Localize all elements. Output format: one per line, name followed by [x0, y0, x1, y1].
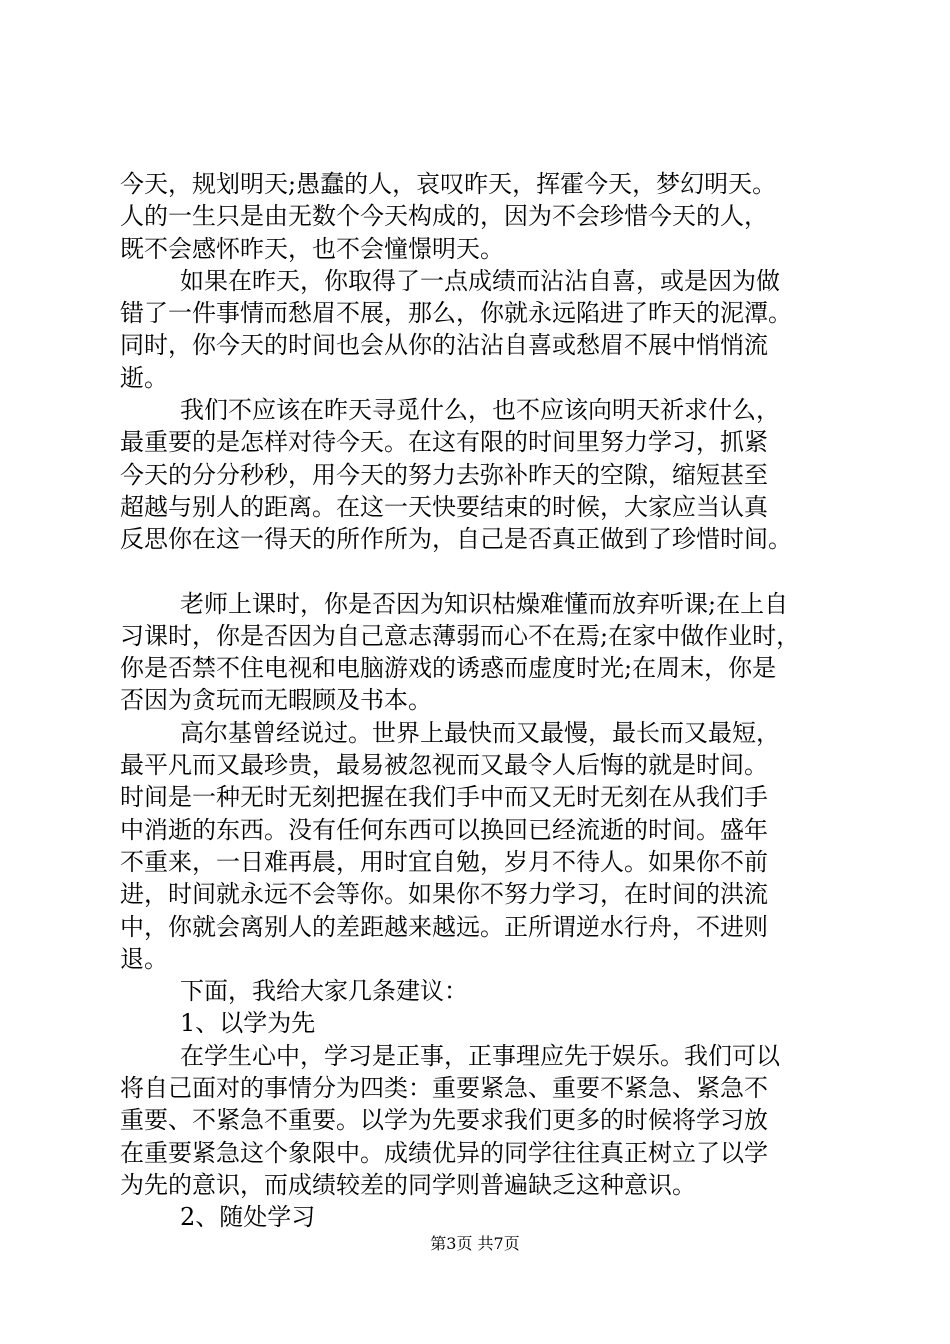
text-line: 今天，规划明天;愚蠢的人，哀叹昨天，挥霍今天，梦幻明天。 [120, 170, 777, 198]
text-line: 重要、不紧急不重要。以学为先要求我们更多的时候将学习放 [120, 1106, 768, 1135]
text-line: 为先的意识，而成绩较差的同学则普遍缺乏这种意识。 [120, 1170, 696, 1199]
text-line: 反思你在这一得天的所作所为，自己是否真正做到了珍惜时间。 [120, 525, 792, 554]
section-heading: 2、随处学习 [180, 1203, 316, 1232]
text-line: 习课时，你是否因为自己意志薄弱而心不在焉;在家中做作业时， [120, 621, 801, 650]
paragraph-start: 我们不应该在昨天寻觅什么，也不应该向明天祈求什么， [180, 396, 780, 425]
text-line: 时间是一种无时无刻把握在我们手中而又无时无刻在从我们手 [120, 783, 768, 812]
text-line: 错了一件事情而愁眉不展，那么，你就永远陷进了昨天的泥潭。 [120, 299, 792, 328]
paragraph-start: 如果在昨天，你取得了一点成绩而沾沾自喜，或是因为做 [180, 266, 780, 295]
paragraph-start: 在学生心中，学习是正事，正事理应先于娱乐。我们可以 [180, 1041, 780, 1070]
text-line: 退。 [120, 944, 168, 973]
text-line: 不重来，一日难再晨，用时宜自勉，岁月不待人。如果你不前 [120, 847, 768, 876]
document-body [120, 168, 836, 1234]
text-line: 进，时间就永远不会等你。如果你不努力学习，在时间的洪流 [120, 880, 768, 909]
text-line: 今天的分分秒秒，用今天的努力去弥补昨天的空隙，缩短甚至 [120, 460, 768, 489]
text-line: 既不会感怀昨天，也不会憧憬明天。 [120, 234, 504, 263]
text-line: 最重要的是怎样对待今天。在这有限的时间里努力学习，抓紧 [120, 428, 768, 457]
paragraph-gap [120, 556, 836, 588]
text-line: 人的一生只是由无数个今天构成的，因为不会珍惜今天的人， [120, 202, 768, 231]
text-line: 在重要紧急这个象限中。成绩优异的同学往往真正树立了以学 [120, 1138, 768, 1167]
text-line: 你是否禁不住电视和电脑游戏的诱惑而虚度时光;在周末，你是 [120, 654, 777, 683]
text-line: 中消逝的东西。没有任何东西可以换回已经流逝的时间。盛年 [120, 815, 768, 844]
text-line: 同时，你今天的时间也会从你的沾沾自喜或愁眉不展中悄悄流 [120, 331, 768, 360]
paragraph-start: 高尔基曾经说过。世界上最快而又最慢，最长而又最短， [180, 718, 780, 747]
paragraph-start: 下面，我给大家几条建议： [180, 977, 468, 1006]
text-line: 超越与别人的距离。在这一天快要结束的时候，大家应当认真 [120, 492, 768, 521]
page-number-footer: 第3页 共7页 [430, 1234, 520, 1253]
paragraph-start: 老师上课时，你是否因为知识枯燥难懂而放弃听课;在上自 [180, 589, 789, 618]
text-line: 中，你就会离别人的差距越来越远。正所谓逆水行舟，不进则 [120, 912, 768, 941]
text-line: 逝。 [120, 363, 168, 392]
text-line: 将自己面对的事情分为四类：重要紧急、重要不紧急、紧急不 [120, 1074, 768, 1103]
section-heading: 1、以学为先 [180, 1009, 316, 1038]
text-line: 最平凡而又最珍贵，最易被忽视而又最令人后悔的就是时间。 [120, 751, 768, 780]
text-line: 否因为贪玩而无暇顾及书本。 [120, 686, 432, 715]
